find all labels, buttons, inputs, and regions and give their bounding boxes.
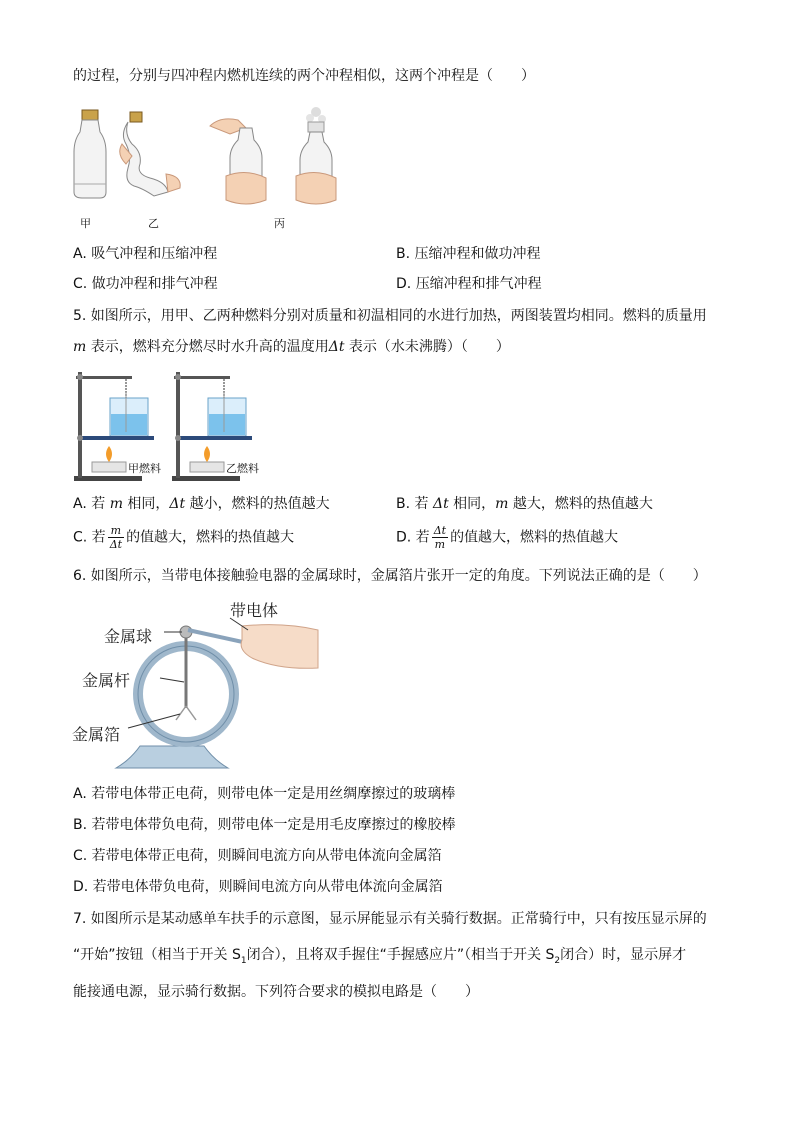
option-text: 相同，	[448, 496, 496, 512]
q6-stem: 6. 如图所示，当带电体接触验电器的金属球时，金属箔片张开一定的角度。下列说法正确的是（ ）	[73, 568, 707, 584]
option-text: 做功冲程和排气冲程	[91, 276, 218, 292]
q4-stem: 的过程，分别与四冲程内燃机连续的两个冲程相似，这两个冲程是（ ）	[73, 68, 535, 84]
option-text: 吸气冲程和压缩冲程	[91, 246, 218, 262]
option-text: A. 若	[73, 496, 110, 512]
var-m: m	[73, 339, 87, 355]
option-text: D. 若	[396, 529, 430, 546]
option-text: 的值越大，燃料的热值越大	[450, 529, 619, 546]
subscript: 2	[554, 955, 561, 966]
q6-option-d[interactable]: D. 若带电体带负电荷，则瞬间电流方向从带电体流向金属箔	[73, 879, 443, 895]
var-delta-t: Δt	[328, 339, 345, 355]
option-text: B. 若	[396, 496, 433, 512]
option-text: C. 若	[73, 529, 106, 546]
q5-option-b[interactable]	[396, 494, 653, 514]
var-delta-t: Δt	[169, 496, 186, 512]
option-text: 的值越大，燃料的热值越大	[126, 529, 295, 546]
q5-stem-text: 表示，燃料充分燃尽时水升高的温度用	[86, 339, 329, 355]
q5-option-a[interactable]	[73, 494, 330, 514]
q5-option-c[interactable]	[73, 524, 294, 551]
q6-option-b[interactable]: B. 若带电体带负电荷，则带电体一定是用毛皮摩擦过的橡胶棒	[73, 817, 456, 833]
option-key: A.	[73, 246, 87, 262]
bottle-bing-2	[296, 107, 336, 204]
option-text: 压缩冲程和做功冲程	[414, 246, 541, 262]
q4-figure	[70, 104, 360, 224]
q7-stem-line3: 能接通电源，显示骑行数据。下列符合要求的模拟电路是（ ）	[73, 984, 479, 1000]
fig-label-yi-fuel: 乙燃料	[226, 462, 259, 475]
q7-stem-text: 闭合），且将双手握住“手握感应片”（相当于开关 S	[246, 947, 555, 963]
option-text: 越大，燃料的热值越大	[508, 496, 653, 512]
label-metal-ball: 金属球	[104, 627, 153, 646]
fraction-m-over-dt	[108, 524, 124, 551]
q7-stem-text: 闭合）时，显示屏才	[560, 947, 687, 963]
q5-option-d[interactable]	[396, 524, 618, 551]
option-key: B.	[396, 246, 411, 262]
fraction-numerator: m	[110, 524, 122, 537]
q6-option-a[interactable]: A. 若带电体带正电荷，则带电体一定是用丝绸摩擦过的玻璃棒	[73, 786, 456, 802]
var-m: m	[495, 496, 509, 512]
q5-stem-line2	[73, 337, 510, 357]
fig-label-jia-fuel: 甲燃料	[128, 462, 161, 475]
fig-label-bing: 丙	[274, 217, 285, 230]
q7-stem-text: “开始”按钮（相当于开关 S	[73, 947, 241, 963]
q4-option-a[interactable]	[73, 244, 217, 264]
label-charged-body: 带电体	[230, 601, 279, 620]
var-m: m	[109, 496, 123, 512]
q6-option-c[interactable]: C. 若带电体带正电荷，则瞬间电流方向从带电体流向金属箔	[73, 848, 442, 864]
q4-option-d[interactable]	[396, 274, 542, 294]
fraction-denominator: Δt	[109, 538, 123, 551]
var-delta-t: Δt	[432, 496, 449, 512]
fraction-denominator: m	[434, 538, 446, 551]
fig-label-yi: 乙	[148, 217, 159, 230]
option-text: 相同，	[122, 496, 170, 512]
bottle-bing-1	[210, 119, 266, 204]
q7-stem-line1: 7. 如图所示是某动感单车扶手的示意图，显示屏能显示有关骑行数据。正常骑行中，只有按压显示屏的	[73, 911, 707, 927]
fraction-dt-over-m	[432, 524, 448, 551]
q7-stem-line2	[73, 945, 686, 971]
electroscope	[116, 626, 234, 768]
bottle-jia	[74, 110, 106, 198]
option-text: 压缩冲程和排气冲程	[415, 276, 542, 292]
q4-option-c[interactable]	[73, 274, 218, 294]
option-key: C.	[73, 276, 88, 292]
subscript: 1	[240, 955, 247, 966]
q4-option-b[interactable]	[396, 244, 541, 264]
option-key: D.	[396, 276, 412, 292]
label-metal-rod: 金属杆	[82, 671, 131, 690]
q5-stem-text: 表示（水未沸腾）（ ）	[344, 339, 510, 355]
label-metal-foil: 金属箔	[72, 725, 121, 744]
fig-label-jia: 甲	[80, 217, 91, 230]
fraction-numerator: Δt	[433, 524, 447, 537]
bottle-yi	[120, 112, 180, 196]
option-text: 越小，燃料的热值越大	[185, 496, 330, 512]
label-leader-rod	[160, 678, 184, 682]
q5-stem-line1: 5. 如图所示，用甲、乙两种燃料分别对质量和初温相同的水进行加热，两图装置均相同。燃料的质量用	[73, 308, 707, 324]
